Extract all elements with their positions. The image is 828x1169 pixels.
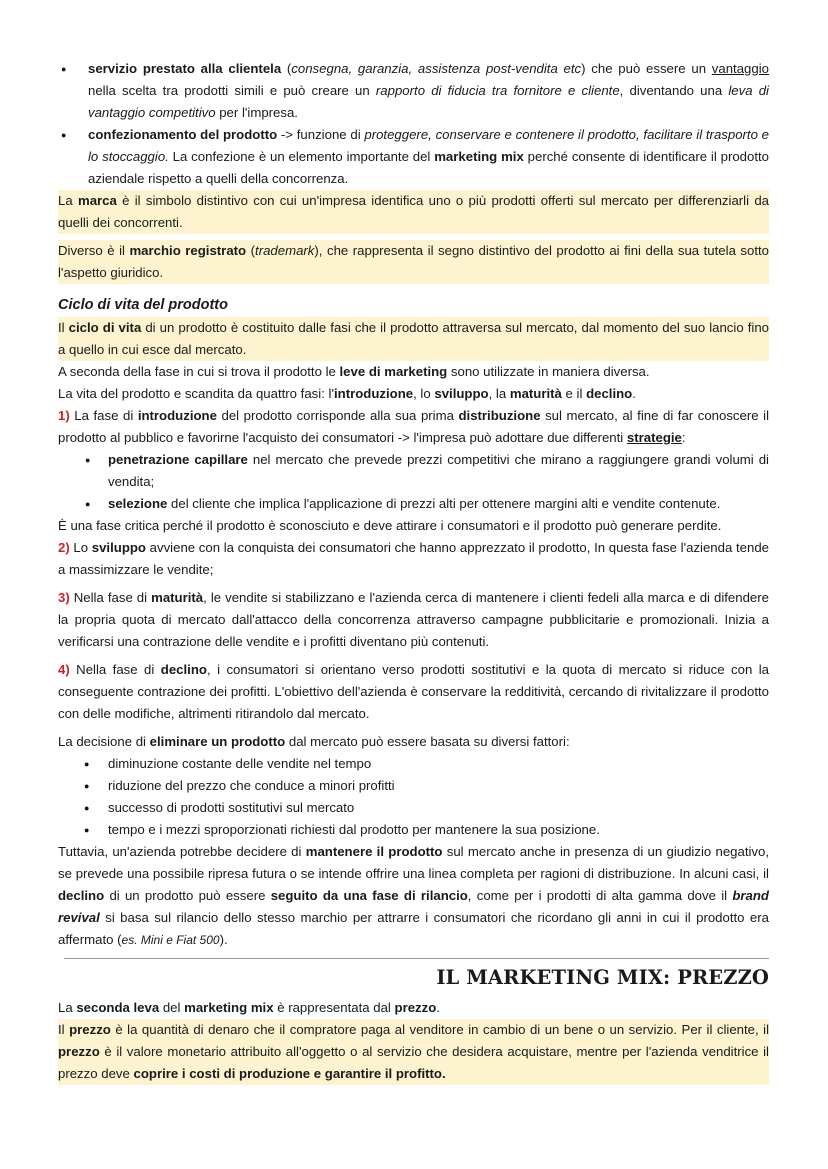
fattori-list (58, 753, 769, 841)
seconda-leva-paragraph: La seconda leva del marketing mix è rappresentata dal prezzo. (58, 1000, 440, 1015)
ciclo-definition: Il ciclo di vita di un prodotto è costituito dalle fasi che il prodotto attraversa sul mercato, dal momento del suo lancio fino a quello in cui esce dal mercato. (58, 317, 769, 361)
marchio-definition: Diverso è il marchio registrato (trademark), che rappresenta il segno distintivo del prodotto ai fini della sua tutela sotto l'aspetto giuridico. (58, 240, 769, 284)
fase1-paragraph: 1) La fase di introduzione del prodotto corrisponde alla sua prima distribuzione sul mercato, al fine di far conoscere il prodotto al pubblico e favorirne l'acquisto dei consumatori -> l'impresa può adottare due differenti strategie: (58, 408, 769, 445)
list-item: ● tempo e i mezzi sproporzionati richiesti dal prodotto per mantenere la sua posizione. (58, 819, 769, 841)
leve-paragraph: A seconda della fase in cui si trova il prodotto le leve di marketing sono utilizzate in maniera diversa. (58, 364, 650, 379)
fase3-paragraph: 3) Nella fase di maturità, le vendite si stabilizzano e l'azienda cerca di mantenere i clienti fedeli alla marca e di difendere la propria quota di mercato dall'attacco della concorrenza attraverso campagne pubblicitarie e promozionali. Inizia a verificarsi una contrazione delle vendite e i profitti diventano più contenuti. (58, 590, 769, 649)
prezzo-definition: Il prezzo è la quantità di denaro che il compratore paga al venditore in cambio di un bene o un servizio. Per il cliente, il prezzo è il valore monetario attribuito all'oggetto o al servizio che desidera acquistare, mentre per l'azienda venditrice il prezzo deve coprire i costi di produzione e garantire il profitto. (58, 1019, 769, 1085)
list-item: ● successo di prodotti sostitutivi sul mercato (58, 797, 769, 819)
list-item: ● selezione del cliente che implica l'applicazione di prezzi alti per ottenere margini alti e vendite contenute. (58, 493, 769, 515)
section-divider (64, 958, 769, 959)
fase4-paragraph: 4) Nella fase di declino, i consumatori si orientano verso prodotti sostitutivi e la quota di mercato si riduce con la conseguente contrazione dei profitti. L'obiettivo dell'azienda è conservare la redditività, cercando di rivitalizzare il prodotto con delle modifiche, altrimenti ritirandolo dal mercato. (58, 662, 769, 721)
strategie-list (58, 449, 769, 515)
eliminare-paragraph: La decisione di eliminare un prodotto dal mercato può essere basata su diversi fattori: (58, 734, 570, 749)
section-heading-ciclo: Ciclo di vita del prodotto (58, 297, 228, 313)
list-item: ● confezionamento del prodotto -> funzione di proteggere, conservare e contenere il prodotto, facilitare il trasporto e lo stoccaggio. La confezione è un elemento importante del marketing mix perché consente di identificare il prodotto aziendale rispetto a quelli della concorrenza. (58, 124, 769, 190)
tuttavia-paragraph: Tuttavia, un'azienda potrebbe decidere di mantenere il prodotto sul mercato anche in presenza di un giudizio negativo, se prevede una possibile ripresa futura o se intende offrire una linea completa per ragioni di distribuzione. In alcuni casi, il declino di un prodotto può essere seguito da una fase di rilancio, come per i prodotti di alta gamma dove il brand revival si basa sul rilancio dello stesso marchio per attrarre i consumatori che ricordano gli anni in cui il prodotto era affermato (es. Mini e Fiat 500). (58, 844, 770, 947)
fasi-paragraph: La vita del prodotto e scandita da quattro fasi: l'introduzione, lo sviluppo, la maturità e il declino. (58, 386, 636, 401)
list-item: ● diminuzione costante delle vendite nel tempo (58, 753, 769, 775)
list-item: ● riduzione del prezzo che conduce a minori profitti (58, 775, 769, 797)
section-title-prezzo: IL MARKETING MIX: PREZZO (436, 966, 769, 989)
marca-definition: La marca è il simbolo distintivo con cui un'impresa identifica uno o più prodotti offerti sul mercato per differenziarli da quelli dei concorrenti. (58, 190, 769, 234)
fase-critica-paragraph: È una fase critica perché il prodotto è sconosciuto e deve attirare i consumatori e il prodotto può generare perdite. (58, 518, 722, 533)
document-page (58, 58, 769, 1085)
list-item: ● penetrazione capillare nel mercato che prevede prezzi competitivi che mirano a raggiungere grandi volumi di vendita; (58, 449, 769, 493)
fase2-paragraph: 2) Lo sviluppo avviene con la conquista dei consumatori che hanno apprezzato il prodotto, In questa fase l'azienda tende a massimizzare le vendite; (58, 540, 769, 577)
bullet-list-top (58, 58, 769, 190)
list-item: ● servizio prestato alla clientela (consegna, garanzia, assistenza post-vendita etc) che può essere un vantaggio nella scelta tra prodotti simili e può creare un rapporto di fiducia tra fornitore e cliente, diventando una leva di vantaggio competitivo per l'impresa. (58, 58, 769, 124)
